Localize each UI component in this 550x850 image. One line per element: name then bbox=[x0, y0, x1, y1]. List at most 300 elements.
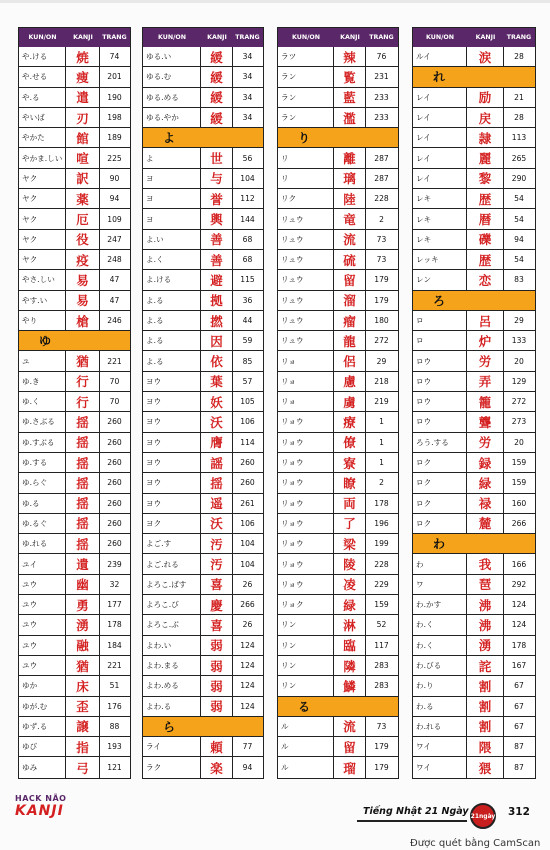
page-reference: 51 bbox=[109, 681, 120, 691]
kun-on-reading: よ.く bbox=[143, 250, 201, 269]
page-reference: 29 bbox=[514, 316, 524, 325]
kun-on-reading: やり bbox=[19, 311, 66, 330]
kun-on-reading: ユウ bbox=[19, 636, 66, 655]
kanji-character: 薬 bbox=[66, 189, 100, 208]
kanji-character: 遥 bbox=[201, 494, 233, 513]
table-row bbox=[278, 351, 398, 371]
kanji-character: 留 bbox=[334, 737, 366, 756]
kun-on-reading: ヤク bbox=[19, 189, 66, 208]
kanji-character: 弱 bbox=[201, 697, 233, 716]
kun-on-reading: わ.れる bbox=[413, 717, 467, 736]
page-reference: 228 bbox=[374, 194, 389, 204]
kanji-character: 与 bbox=[201, 169, 233, 188]
kun-on-reading: ゆ.く bbox=[19, 392, 66, 411]
page-reference: 228 bbox=[374, 559, 389, 569]
kun-on-reading: よろこ.ぶ bbox=[143, 615, 201, 634]
kanji-character: 沸 bbox=[467, 595, 504, 614]
kun-on-reading: ヤク bbox=[19, 169, 66, 188]
kanji-character: 録 bbox=[467, 453, 504, 472]
table-row bbox=[278, 331, 398, 351]
table-row bbox=[143, 148, 263, 168]
page-reference: 124 bbox=[511, 600, 527, 610]
kun-on-reading: リョウ bbox=[278, 514, 334, 533]
page-reference: 283 bbox=[374, 681, 389, 691]
kun-on-reading: ユイ bbox=[19, 554, 66, 573]
table-row bbox=[19, 291, 130, 311]
kun-on-reading: ル bbox=[278, 757, 334, 777]
page-reference: 166 bbox=[511, 559, 527, 569]
kanji-character: 猶 bbox=[66, 656, 100, 675]
kun-on-reading: ゆ.すぶる bbox=[19, 433, 66, 452]
table-row bbox=[413, 412, 535, 432]
kanji-character: 善 bbox=[201, 230, 233, 249]
kanji-character: 床 bbox=[66, 676, 100, 695]
header-kanji: KANJI bbox=[207, 34, 227, 41]
page-reference: 272 bbox=[511, 397, 527, 407]
page-reference: 74 bbox=[109, 52, 120, 62]
table-row bbox=[19, 311, 130, 331]
page-reference: 179 bbox=[374, 275, 389, 285]
table-row bbox=[278, 148, 398, 168]
kun-on-reading: ゆび bbox=[19, 737, 66, 756]
top-edge bbox=[0, 0, 550, 3]
kanji-character: 隈 bbox=[467, 737, 504, 756]
kanji-character: 痩 bbox=[66, 67, 100, 86]
kanji-character: 割 bbox=[467, 717, 504, 736]
page-reference: 73 bbox=[376, 721, 387, 731]
page-reference: 260 bbox=[107, 417, 122, 427]
kanji-character: 弓 bbox=[66, 757, 100, 777]
kun-on-reading: よわ.る bbox=[143, 697, 201, 716]
table-row bbox=[413, 47, 535, 67]
table-row bbox=[278, 189, 398, 209]
kanji-character: 焼 bbox=[66, 47, 100, 66]
kun-on-reading: わ.く bbox=[413, 636, 467, 655]
page-reference: 178 bbox=[511, 640, 527, 650]
header-page: TRANG bbox=[506, 34, 532, 41]
kanji-character: 流 bbox=[334, 717, 366, 736]
kanji-character: 離 bbox=[334, 148, 366, 167]
kanji-character: 侶 bbox=[334, 351, 366, 370]
page-reference: 229 bbox=[374, 579, 389, 589]
table-row bbox=[143, 189, 263, 209]
kanji-character: 凌 bbox=[334, 575, 366, 594]
kun-on-reading: やす.い bbox=[19, 291, 66, 310]
table-row bbox=[143, 67, 263, 87]
table-row bbox=[413, 128, 535, 148]
header-kun-on: KUN/ON bbox=[157, 34, 187, 41]
table-row bbox=[19, 47, 130, 67]
page-reference: 196 bbox=[374, 518, 389, 528]
table-row bbox=[413, 595, 535, 615]
kanji-character: 戻 bbox=[467, 108, 504, 127]
page-reference: 260 bbox=[107, 437, 122, 447]
kun-on-reading: ラン bbox=[278, 67, 334, 86]
page-reference: 176 bbox=[107, 701, 122, 711]
kanji-character: 恋 bbox=[467, 270, 504, 289]
kanji-character: 覧 bbox=[334, 67, 366, 86]
kanji-character: 湧 bbox=[66, 615, 100, 634]
page-footer bbox=[0, 788, 550, 850]
kun-on-reading: ゆる.やか bbox=[143, 108, 201, 127]
page-reference: 104 bbox=[240, 539, 255, 549]
table-row bbox=[413, 88, 535, 108]
page-reference: 34 bbox=[242, 72, 253, 82]
kanji-character: 行 bbox=[66, 392, 100, 411]
table-row bbox=[278, 88, 398, 108]
kun-on-reading: リョウ bbox=[278, 534, 334, 553]
header-kun-on: KUN/ON bbox=[291, 34, 321, 41]
kanji-character: 硫 bbox=[334, 250, 366, 269]
page-reference: 34 bbox=[242, 92, 253, 102]
table-row bbox=[413, 372, 535, 392]
page-reference: 273 bbox=[511, 417, 527, 427]
kun-on-reading: ゆか bbox=[19, 676, 66, 695]
table-row bbox=[19, 372, 130, 392]
kun-on-reading: リョ bbox=[278, 392, 334, 411]
kun-on-reading: ワ bbox=[413, 575, 467, 594]
kanji-character: 虜 bbox=[334, 392, 366, 411]
kun-on-reading: やさ.しい bbox=[19, 270, 66, 289]
column-header bbox=[413, 28, 535, 47]
kanji-character: 楽 bbox=[201, 757, 233, 777]
kanji-character: 歴 bbox=[467, 250, 504, 269]
kun-on-reading: ワイ bbox=[413, 757, 467, 777]
table-row bbox=[19, 108, 130, 128]
page-reference: 88 bbox=[109, 721, 120, 731]
kanji-character: 藍 bbox=[334, 88, 366, 107]
kanji-character: 慮 bbox=[334, 372, 366, 391]
kanji-character: 猶 bbox=[66, 351, 100, 370]
kun-on-reading: ロ bbox=[413, 311, 467, 330]
header-kanji: KANJI bbox=[73, 34, 93, 41]
table-row bbox=[143, 209, 263, 229]
logo-top-text: HACK NÃO bbox=[15, 794, 67, 803]
kun-on-reading: リョウ bbox=[278, 453, 334, 472]
kun-on-reading: よろこ.び bbox=[143, 595, 201, 614]
table-row bbox=[413, 737, 535, 757]
page-reference: 179 bbox=[374, 295, 389, 305]
page-reference: 159 bbox=[374, 600, 389, 610]
kun-on-reading: リョウ bbox=[278, 473, 334, 492]
kun-on-reading: リョ bbox=[278, 351, 334, 370]
table-row bbox=[19, 392, 130, 412]
kun-on-reading: リン bbox=[278, 676, 334, 695]
kun-on-reading: リュウ bbox=[278, 230, 334, 249]
section-kana: り bbox=[298, 131, 311, 146]
kanji-character: 因 bbox=[201, 331, 233, 350]
kanji-character: 暦 bbox=[467, 209, 504, 228]
kanji-character: 避 bbox=[201, 270, 233, 289]
kanji-character: 歴 bbox=[467, 189, 504, 208]
kun-on-reading: ゆる.い bbox=[143, 47, 201, 66]
kun-on-reading: ヨウ bbox=[143, 473, 201, 492]
footer-divider bbox=[357, 820, 467, 822]
kanji-character: 歪 bbox=[66, 697, 100, 716]
table-row bbox=[278, 554, 398, 574]
page-reference: 85 bbox=[242, 356, 253, 366]
kun-on-reading: わ.かす bbox=[413, 595, 467, 614]
kanji-character: 両 bbox=[334, 494, 366, 513]
table-row bbox=[278, 291, 398, 311]
kanji-character: 黎 bbox=[467, 169, 504, 188]
kun-on-reading: ゆる.める bbox=[143, 88, 201, 107]
table-row bbox=[143, 250, 263, 270]
table-row bbox=[278, 270, 398, 290]
kun-on-reading: ヤク bbox=[19, 230, 66, 249]
page-reference: 247 bbox=[107, 234, 122, 244]
table-row bbox=[19, 250, 130, 270]
kun-on-reading: レイ bbox=[413, 88, 467, 107]
kanji-character: 涙 bbox=[467, 47, 504, 66]
section-header bbox=[143, 128, 263, 148]
page-reference: 287 bbox=[374, 173, 389, 183]
page-reference: 87 bbox=[514, 763, 524, 773]
table-row bbox=[143, 534, 263, 554]
kun-on-reading: ロウ bbox=[413, 412, 467, 431]
kun-on-reading: よ.い bbox=[143, 230, 201, 249]
kun-on-reading: ユウ bbox=[19, 615, 66, 634]
page-reference: 113 bbox=[511, 133, 527, 143]
kanji-character: 聾 bbox=[467, 412, 504, 431]
table-row bbox=[413, 473, 535, 493]
kun-on-reading: ヨウ bbox=[143, 453, 201, 472]
table-row bbox=[278, 209, 398, 229]
page-reference: 177 bbox=[107, 600, 122, 610]
table-row bbox=[143, 230, 263, 250]
kanji-character: 沃 bbox=[201, 412, 233, 431]
kun-on-reading: わ.り bbox=[413, 676, 467, 695]
kun-on-reading: レイ bbox=[413, 108, 467, 127]
table-row bbox=[19, 494, 130, 514]
page-reference: 190 bbox=[107, 92, 122, 102]
page-reference: 44 bbox=[242, 316, 253, 325]
header-page: TRANG bbox=[369, 34, 394, 41]
page-reference: 160 bbox=[511, 498, 527, 508]
page-reference: 283 bbox=[374, 661, 389, 671]
page-reference: 260 bbox=[240, 458, 255, 468]
page-reference: 179 bbox=[374, 763, 389, 773]
page-reference: 124 bbox=[511, 620, 527, 630]
kanji-character: 呂 bbox=[467, 311, 504, 330]
kanji-character: 瘤 bbox=[334, 311, 366, 330]
kun-on-reading: リ bbox=[278, 169, 334, 188]
table-row bbox=[143, 351, 263, 371]
table-row bbox=[19, 697, 130, 717]
kanji-character: 弱 bbox=[201, 676, 233, 695]
kanji-character: 励 bbox=[467, 88, 504, 107]
table-row bbox=[278, 737, 398, 757]
kun-on-reading: ユ bbox=[19, 351, 66, 370]
kanji-character: 揺 bbox=[66, 433, 100, 452]
kanji-character: 館 bbox=[66, 128, 100, 147]
kun-on-reading: ルイ bbox=[413, 47, 467, 66]
page-reference: 67 bbox=[514, 721, 524, 731]
kun-on-reading: よ.る bbox=[143, 311, 201, 330]
page-reference: 178 bbox=[374, 498, 389, 508]
page-reference: 199 bbox=[374, 539, 389, 549]
page-reference: 221 bbox=[107, 661, 122, 671]
kanji-character: 膺 bbox=[201, 433, 233, 452]
kun-on-reading: ヤク bbox=[19, 209, 66, 228]
kun-on-reading: よ.る bbox=[143, 291, 201, 310]
kun-on-reading: ゆ.れる bbox=[19, 534, 66, 553]
table-row bbox=[413, 676, 535, 696]
page-reference: 1 bbox=[379, 417, 384, 427]
page-reference: 21 bbox=[514, 92, 524, 102]
column-header bbox=[143, 28, 263, 47]
kanji-character: 沃 bbox=[201, 514, 233, 533]
kun-on-reading: リン bbox=[278, 615, 334, 634]
kanji-character: 炉 bbox=[467, 331, 504, 350]
section-kana: ら bbox=[163, 719, 176, 734]
kun-on-reading: ユウ bbox=[19, 595, 66, 614]
kun-on-reading: ゆみ bbox=[19, 757, 66, 777]
kanji-character: 謡 bbox=[201, 453, 233, 472]
kanji-character: 疫 bbox=[66, 250, 100, 269]
table-row bbox=[19, 737, 130, 757]
page-reference: 233 bbox=[374, 92, 389, 102]
table-row bbox=[413, 392, 535, 412]
table-row bbox=[19, 270, 130, 290]
kanji-character: 揺 bbox=[66, 412, 100, 431]
kun-on-reading: リク bbox=[278, 189, 334, 208]
page-reference: 260 bbox=[240, 478, 255, 488]
kun-on-reading: レイ bbox=[413, 169, 467, 188]
table-row bbox=[278, 717, 398, 737]
kanji-character: 陵 bbox=[334, 554, 366, 573]
table-row bbox=[143, 291, 263, 311]
index-column-4 bbox=[412, 27, 536, 779]
page-reference: 68 bbox=[242, 234, 253, 244]
page-reference: 94 bbox=[109, 194, 120, 204]
page-reference: 117 bbox=[374, 640, 389, 650]
index-column-1 bbox=[18, 27, 131, 779]
page-reference: 94 bbox=[242, 763, 253, 773]
kanji-character: 揺 bbox=[66, 473, 100, 492]
page-reference: 67 bbox=[514, 701, 524, 711]
page-reference: 159 bbox=[511, 458, 527, 468]
kanji-character: 緩 bbox=[201, 108, 233, 127]
table-row bbox=[278, 230, 398, 250]
table-row bbox=[143, 433, 263, 453]
table-row bbox=[143, 636, 263, 656]
kun-on-reading: リン bbox=[278, 656, 334, 675]
kun-on-reading: ヨウ bbox=[143, 412, 201, 431]
kanji-character: 労 bbox=[467, 433, 504, 452]
header-kanji: KANJI bbox=[340, 34, 360, 41]
table-row bbox=[143, 615, 263, 635]
kanji-character: 臨 bbox=[334, 636, 366, 655]
kanji-character: 流 bbox=[334, 230, 366, 249]
kanji-character: 労 bbox=[467, 351, 504, 370]
kun-on-reading: リ bbox=[278, 148, 334, 167]
page-reference: 225 bbox=[107, 153, 122, 163]
table-row bbox=[278, 67, 398, 87]
table-row bbox=[413, 656, 535, 676]
kun-on-reading: ル bbox=[278, 717, 334, 736]
kanji-character: 割 bbox=[467, 676, 504, 695]
table-row bbox=[143, 270, 263, 290]
kun-on-reading: リュウ bbox=[278, 291, 334, 310]
kanji-character: 訳 bbox=[66, 169, 100, 188]
kanji-character: 誉 bbox=[201, 189, 233, 208]
section-header bbox=[143, 717, 263, 737]
page-reference: 219 bbox=[374, 397, 389, 407]
kun-on-reading: ろう.する bbox=[413, 433, 467, 452]
kun-on-reading: よご.す bbox=[143, 534, 201, 553]
scanner-watermark: Được quét bằng CamScan bbox=[410, 838, 541, 849]
kun-on-reading: リョウ bbox=[278, 433, 334, 452]
table-row bbox=[278, 169, 398, 189]
kun-on-reading: ロ bbox=[413, 331, 467, 350]
page-reference: 167 bbox=[511, 661, 527, 671]
kanji-character: 世 bbox=[201, 148, 233, 167]
kanji-character: 揺 bbox=[201, 473, 233, 492]
page-reference: 56 bbox=[242, 153, 253, 163]
header-page: TRANG bbox=[235, 34, 260, 41]
table-row bbox=[413, 453, 535, 473]
kanji-character: 禄 bbox=[467, 494, 504, 513]
table-row bbox=[413, 230, 535, 250]
kun-on-reading: ヨ bbox=[143, 169, 201, 188]
table-row bbox=[143, 514, 263, 534]
table-row bbox=[278, 412, 398, 432]
page-reference: 233 bbox=[374, 113, 389, 123]
kun-on-reading: リュウ bbox=[278, 270, 334, 289]
kanji-character: 弱 bbox=[201, 636, 233, 655]
table-row bbox=[19, 636, 130, 656]
table-row bbox=[278, 514, 398, 534]
table-row bbox=[143, 311, 263, 331]
page-reference: 109 bbox=[107, 214, 122, 224]
table-row bbox=[278, 615, 398, 635]
page-reference: 94 bbox=[514, 234, 524, 244]
page-reference: 248 bbox=[107, 255, 122, 265]
page-reference: 106 bbox=[240, 518, 255, 528]
page-reference: 54 bbox=[514, 255, 524, 265]
kanji-character: 璃 bbox=[334, 169, 366, 188]
table-row bbox=[278, 534, 398, 554]
page-reference: 115 bbox=[240, 275, 255, 285]
table-row bbox=[19, 575, 130, 595]
kanji-character: 詫 bbox=[467, 656, 504, 675]
kanji-character: 竜 bbox=[334, 209, 366, 228]
section-header bbox=[19, 331, 130, 351]
kanji-character: 厄 bbox=[66, 209, 100, 228]
kun-on-reading: ゆ.き bbox=[19, 372, 66, 391]
kun-on-reading: ラツ bbox=[278, 47, 334, 66]
page-reference: 114 bbox=[240, 437, 255, 447]
index-column-2 bbox=[142, 27, 264, 779]
table-row bbox=[19, 595, 130, 615]
table-row bbox=[19, 514, 130, 534]
badge-text: 21ngày bbox=[470, 812, 496, 820]
table-row bbox=[413, 433, 535, 453]
kanji-character: 緑 bbox=[467, 473, 504, 492]
book-badge-icon bbox=[470, 803, 496, 829]
table-row bbox=[19, 615, 130, 635]
page-number: 312 bbox=[508, 806, 530, 818]
kun-on-reading: ゆ.る bbox=[19, 494, 66, 513]
kun-on-reading: リュウ bbox=[278, 331, 334, 350]
kun-on-reading: ロク bbox=[413, 453, 467, 472]
kun-on-reading: リョウ bbox=[278, 554, 334, 573]
page-reference: 77 bbox=[242, 742, 253, 752]
logo-bottom-text: KANJI bbox=[15, 803, 64, 819]
page-reference: 144 bbox=[240, 214, 255, 224]
table-row bbox=[278, 494, 398, 514]
